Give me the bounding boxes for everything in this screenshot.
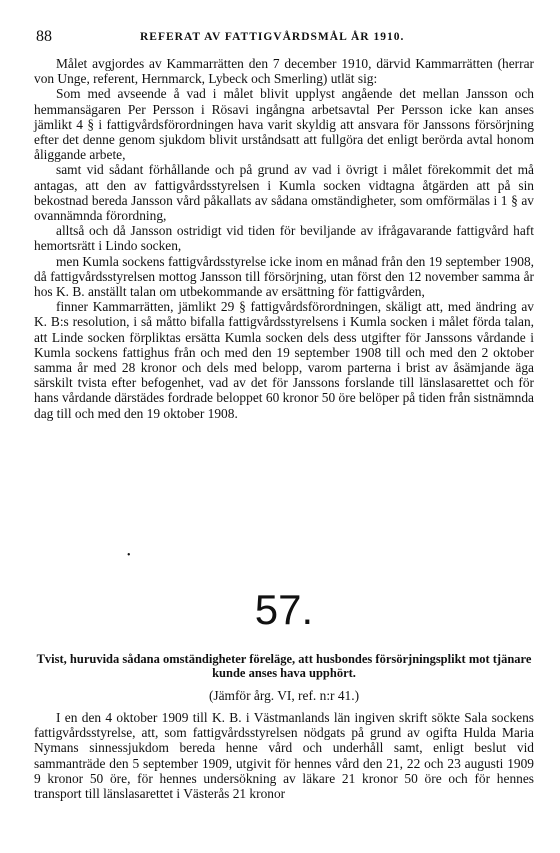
running-head: REFERAT AV FATTIGVÅRDSMÅL ÅR 1910. <box>140 31 405 43</box>
section-number: 57. <box>254 586 314 633</box>
page-header <box>34 28 542 50</box>
verdict-text <box>34 56 534 421</box>
verdict-clause: alltså och då Jansson ostridigt vid tiden för beviljande av ifrågavarande fattigvård haft hemortsrätt i Lindo socken, <box>34 223 534 254</box>
verdict-intro: Målet avgjordes av Kammarrätten den 7 december 1910, därvid Kammarrätten (herrar von Unge, referent, Hernmarck, Lybeck och Smerling) utlät sig: <box>34 56 534 87</box>
verdict-clause: Som med avseende å vad i målet blivit upplyst angående det mellan Jansson och hemmansägaren Per Persson i Rösavi ingångna arbetsavtal Per Persson icke kan anses jämlikt 4 § i fattigvårdsförordningen hava varit skyldig att ansvara för Janssons försörjning efter det denne genom sjukdom blivit urståndsatt att fullgöra det enligt berörda avtal honom åliggande arbete, <box>34 86 534 163</box>
verdict-ruling: finner Kammarrätten, jämlikt 29 § fattigvårdsförordningen, skäligt att, med ändring av K. B:s resolution, i så måtto bifalla fattigvårdsstyrelsens i Kumla socken i målet förda talan, att Linde socken förpliktas ersätta Kumla socken dels dess utgifter för Janssons vårdande i Kumla sockens fattighus från och med den 19 september 1908 till och med den 2 oktober samma år med 28 kronor och dels med belopp, varom parterna i brist av åsämjande äga särskilt tvista efter befogenhet, vad av det för Janssons forslande till länslasarettet och för hans vårdande därstädes fordrade beloppet 60 kronor 50 öre belöper på tiden från sistnämnda dag till och med den 19 oktober 1908. <box>34 299 534 421</box>
page-number: 88 <box>36 28 52 45</box>
verdict-clause: samt vid sådant förhållande och på grund av vad i övrigt i målet förekommit det må antagas, att den av fattigvårdsstyrelsen i Kumla socken vidtagna åtgärden att på sin bekostnad bereda Jansson vård påkallats av sådana omständigheter, som omförmälas i 1 § av ovannämnda förordning, <box>34 162 534 224</box>
stray-dot: • <box>127 550 131 561</box>
section-reference: (Jämför årg. VI, ref. n:r 41.) <box>208 688 360 703</box>
case-text <box>34 710 534 801</box>
document-page <box>34 28 542 802</box>
case-paragraph: I en den 4 oktober 1909 till K. B. i Västmanlands län ingiven skrift sökte Sala sockens fattigvårdsstyrelse, att, som fattigvårdsstyrelsen nödgats på grund av ogifta Hulda Maria Nymans sinnessjukdom bereda henne vård och underhåll samt, enligt beslut vid sammanträde den 5 september 1909, utgivit för hennes vård den 21, 22 och 23 augusti 1909 9 kronor 50 öre, för hennes undersökning av läkare 21 kronor 50 öre och för hennes transport till länslasarettet i Västerås 21 kronor <box>34 710 534 802</box>
section-title: Tvist, huruvida sådana omständigheter föreläge, att husbondes försörjningsplikt mot tjänare kunde anses hava upphört. <box>36 652 532 680</box>
verdict-clause: men Kumla sockens fattigvårdsstyrelse icke inom en månad från den 19 september 1908, då fattigvårdsstyrelsen mottog Jansson till försörjning, utan först den 12 november samma år hos K. B. anställt talan om utbekommande av ersättning för fattigvården, <box>34 253 534 300</box>
